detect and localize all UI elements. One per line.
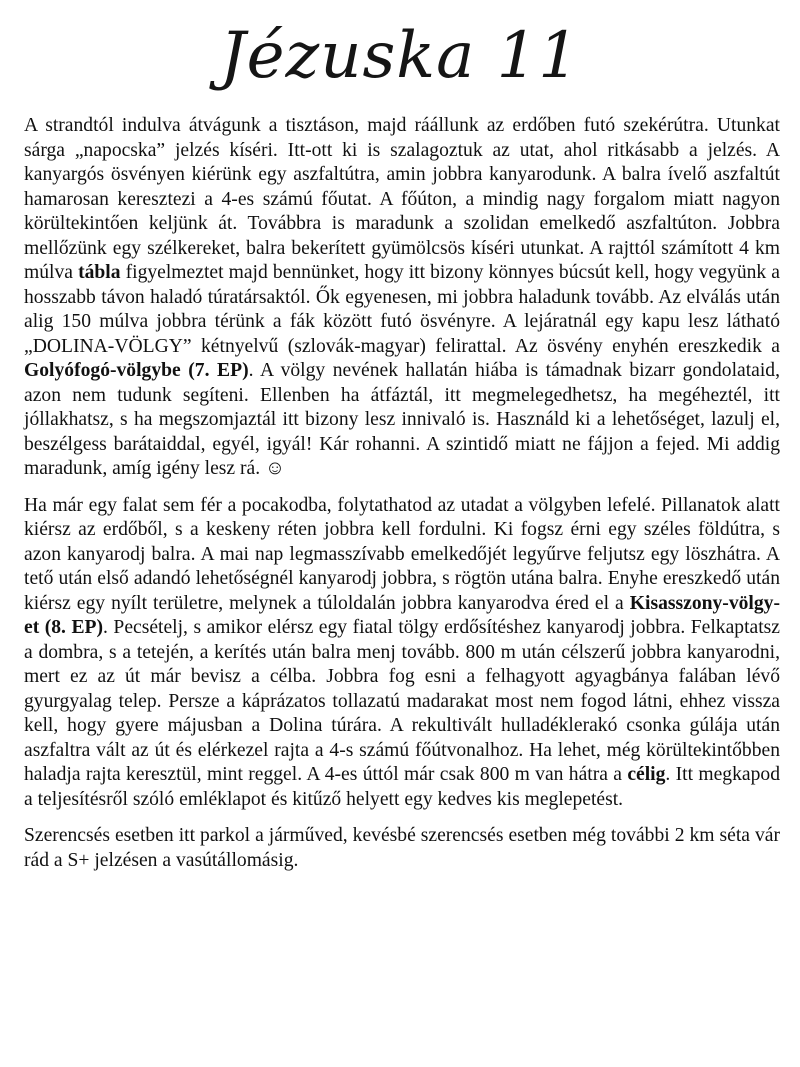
- paragraph-2: [24, 494, 780, 813]
- page-title: Jézuska 11: [219, 19, 581, 93]
- text-run: . A völgy nevének hallatán hiába is támadnak bizarr gondolataid, azon nem tudunk segíteni. Ellenben ha átfáztál, itt megmelegedhetsz, ha megéheztél, itt jóllakhatsz, s ha megszomjaztál itt bizony lesz innivaló is. Használd ki a lehetőséget, lazulj el, beszélgess barátaiddal, egyél, igyál! Kár rohanni. A szintidő miatt ne fájjon a fejed. Mi addig maradunk, amíg igény lesz rá. ☺: [24, 360, 780, 479]
- paragraph-1: [24, 114, 780, 482]
- text-run: A strandtól indulva átvágunk a tisztáson, majd ráállunk az erdőben futó szekérútra. Utunkat sárga „napocska” jelzés kíséri. Itt-ott ki is szalagoztuk az utat, ahol ritkásabb a jelzés. A kanyargós ösvényen kiérünk egy aszfaltútra, amin jobbra kanyarodunk. A balra ívelő aszfaltút hamarosan keresztezi a 4-es számú főutat. A főúton, a mindig nagy forgalom miatt nagyon körültekintően keljünk át. Továbbra is maradunk a szolidan emelkedő aszfaltúton. Jobbra mellőzünk egy szélkereket, balra bekerített gyümölcsös kíséri utunkat. A rajttól számított 4 km múlva: [24, 115, 780, 283]
- text-run: . Itt megkapod a teljesítésről szóló emléklapot és kitűző helyett egy kedves kis meglepetést.: [24, 764, 780, 810]
- bold-phrase: Golyófogó-völgybe (7. EP): [24, 360, 249, 381]
- bold-phrase: tábla: [78, 262, 121, 283]
- text-run: . Pecsételj, s amikor elérsz egy fiatal tölgy erdősítéshez kanyarodj jobbra. Felkaptatsz a dombra, s a tetején, a kerítés után balra menj tovább. 800 m után célszerű jobbra kanyarodni, mert ez az út már bevisz a célba. Jobbra fog esni a felhagyott agyagbánya falában lévő gyurgyalag telep. Persze a káprázatos tollazatú madarakat most nem fogod látni, ehhez vissza kell, hogy gyere májusban a Dolina túrára. A rekultivált hulladéklerakó csonka gúlája után aszfaltra vált az út és elérkezel rajta a 4-s számú főútvonalhoz. Ha lehet, még körültekintőbben haladja rajta keresztül, mint reggel. A 4-es úttól már csak 800 m van hátra a: [24, 617, 780, 785]
- bold-phrase: Kisasszony-völgy-et (8. EP): [24, 592, 780, 638]
- bold-phrase: célig: [627, 764, 666, 785]
- body-text: [24, 114, 780, 873]
- text-run: figyelmeztet majd bennünket, hogy itt bizony könnyes búcsút kell, hogy vegyünk a hosszabb távon haladó túratársaktól. Ők egyenesen, mi jobbra haladunk tovább. Az elválás után alig 150 múlva jobbra térünk a fák között futó ösvényre. A lejáratnál egy kapu lesz látható „DOLINA-VÖLGY” kétnyelvű (szlovák-magyar) felirattal. Az ösvény enyhén ereszkedik a: [24, 262, 780, 357]
- paragraph-3: [24, 824, 780, 873]
- text-run: Szerencsés esetben itt parkol a járműved, kevésbé szerencsés esetben még további 2 km séta vár rád a S+ jelzésen a vasútállomásig.: [24, 825, 780, 871]
- text-run: Ha már egy falat sem fér a pocakodba, folytathatod az utadat a völgyben lefelé. Pillanatok alatt kiérsz az erdőből, s a keskeny réten jobbra kell fordulni. Ki fogsz érni egy széles földútra, s azon kanyarodj balra. A mai nap legmasszívabb emelkedőjét legyűrve feljutsz egy löszhátra. A tető után első adandó lehetőségnél kanyarodj jobbra, s rögtön utána balra. Enyhe ereszkedő után kiérsz egy nyílt területre, melynek a túloldalán jobbra kanyarodva éred el a: [24, 494, 780, 614]
